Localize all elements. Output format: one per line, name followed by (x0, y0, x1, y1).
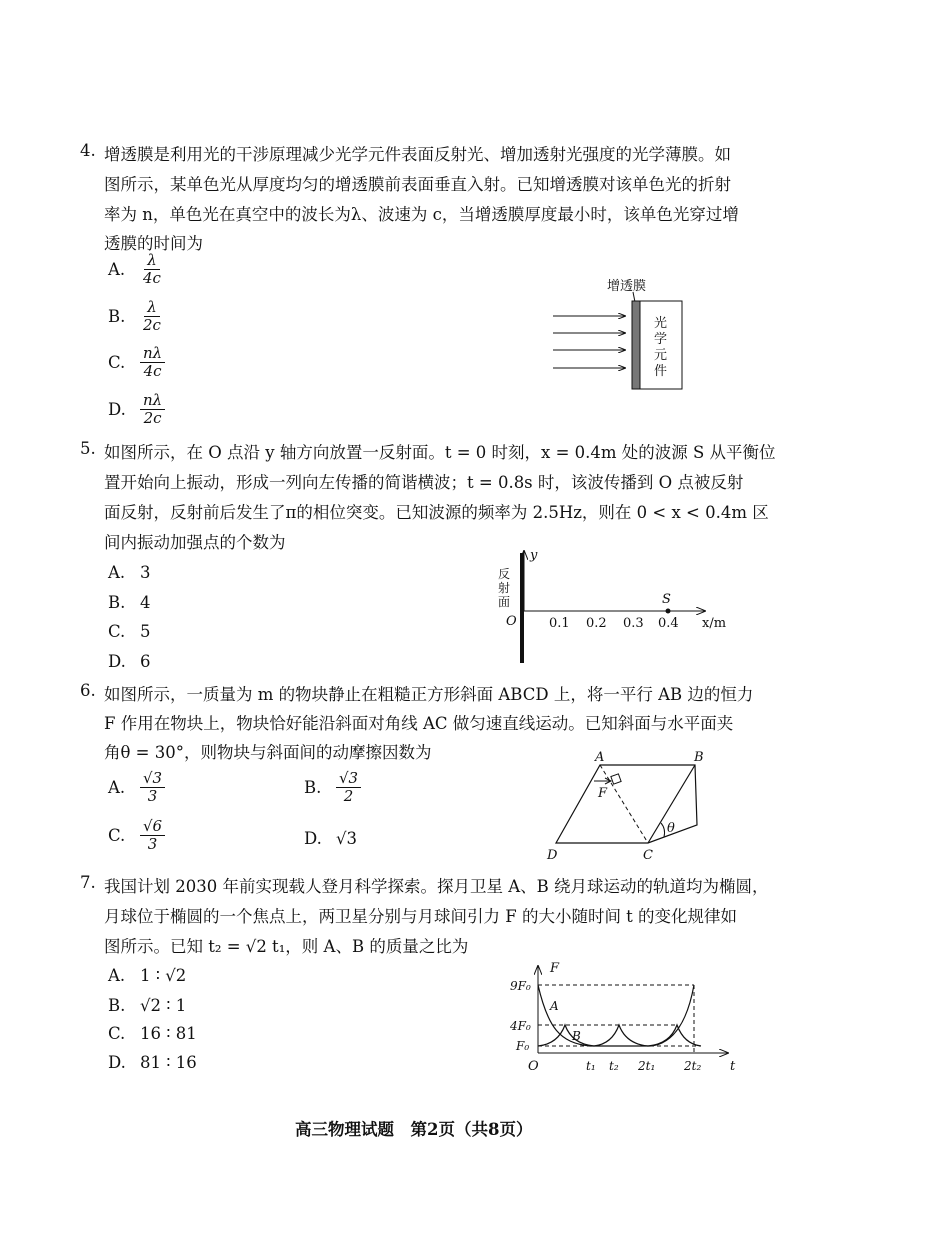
option-text: √3 (336, 829, 358, 848)
q7-option-b (108, 996, 186, 1015)
option-text: 16 ∶ 81 (140, 1024, 197, 1043)
fraction (140, 770, 165, 805)
q6-option-a (108, 770, 165, 805)
option-label: B. (108, 307, 126, 326)
q7-number: 7. (80, 873, 96, 892)
curve-a-label: A (550, 999, 559, 1013)
option-label: A. (108, 563, 126, 582)
option-text: 81 ∶ 16 (140, 1053, 197, 1072)
option-label: A. (108, 260, 126, 279)
q6-line: F 作用在物块上，物块恰好能沿斜面对角线 AC 做匀速直线运动。已知斜面与水平面夹 (104, 714, 734, 733)
q4-line: 透膜的时间为 (104, 234, 203, 253)
option-text: 6 (140, 652, 151, 671)
q7-option-c (108, 1024, 197, 1043)
q6-figure (540, 745, 730, 865)
option-label: D. (108, 652, 126, 671)
element-label: 光 (654, 316, 668, 331)
q7-option-a (108, 966, 186, 985)
denominator: 4c (143, 269, 161, 287)
element-label: 元 (654, 348, 668, 363)
q4-option-d (108, 392, 165, 427)
f-label: F (550, 961, 560, 976)
q5-option-d (108, 652, 151, 671)
incline (556, 765, 697, 843)
x-tick: 2t₂ (684, 1059, 702, 1073)
origin-label: O (506, 614, 517, 629)
option-label: D. (108, 400, 126, 419)
q7-line: 月球位于椭圆的一个焦点上，两卫星分别与月球间引力 F 的大小随时间 t 的变化规律如 (104, 907, 738, 926)
option-text: 4 (140, 593, 151, 612)
denominator: 2c (143, 409, 162, 427)
option-label: C. (108, 622, 126, 641)
option-label: B. (108, 593, 126, 612)
numerator: λ (144, 299, 160, 317)
numerator: √6 (140, 818, 165, 836)
page-footer: 高三物理试题 第2页（共8页） (295, 1120, 533, 1139)
mirror-label: 面 (498, 595, 511, 609)
vertex-d: D (547, 848, 558, 863)
q5-number: 5. (80, 439, 96, 458)
tick-label: 0.1 (549, 616, 570, 631)
q5-line: 置开始向上振动，形成一列向左传播的简谐横波；t = 0.8s 时，该波传播到 O 点被反射 (104, 473, 744, 492)
q5-line: 如图所示，在 O 点沿 y 轴方向放置一反射面。t = 0 时刻，x = 0.4m 处的波源 S 从平衡位 (104, 443, 776, 462)
option-label: C. (108, 1024, 126, 1043)
q6-option-d (304, 829, 357, 848)
curve-b-label: B (572, 1029, 581, 1043)
q4-figure (545, 272, 695, 394)
option-text: 1 ∶ √2 (140, 966, 187, 985)
q7-option-d (108, 1053, 197, 1072)
q6-number: 6. (80, 681, 96, 700)
option-text: √2 ∶ 1 (140, 996, 187, 1015)
curve-a (538, 985, 694, 1046)
fraction (140, 818, 165, 853)
vertex-c: C (643, 848, 653, 863)
q5-option-b (108, 593, 151, 612)
q6-line: 如图所示，一质量为 m 的物块静止在粗糙正方形斜面 ABCD 上，将一平行 AB 边的恒力 (104, 685, 754, 704)
q5-figure (490, 545, 740, 670)
t-label: t (730, 1059, 736, 1074)
option-label: B. (108, 996, 126, 1015)
source-label: S (662, 592, 671, 607)
q5-line: 间内振动加强点的个数为 (104, 533, 286, 552)
denominator: 3 (147, 835, 158, 853)
option-label: B. (304, 778, 322, 797)
q4-option-a (108, 252, 164, 287)
numerator: nλ (140, 392, 165, 410)
fraction (336, 770, 361, 805)
x-tick: t₁ (586, 1059, 596, 1073)
vertex-a: A (595, 750, 605, 765)
numerator: √3 (140, 770, 165, 788)
force-label: F (598, 786, 608, 801)
wave-source (666, 609, 671, 614)
fraction (140, 252, 164, 287)
option-label: D. (108, 1053, 126, 1072)
option-label: A. (108, 966, 126, 985)
denominator: 2 (343, 787, 354, 805)
q7-line: 我国计划 2030 年前实现载人登月科学探索。探月卫星 A、B 绕月球运动的轨道均为椭圆， (104, 877, 769, 896)
film (632, 301, 640, 389)
q6-option-b (304, 770, 361, 805)
y-tick: 9F₀ (510, 979, 531, 993)
fraction (140, 345, 165, 380)
tick-label: 0.2 (586, 616, 607, 631)
element-label: 学 (654, 332, 668, 347)
reflecting-surface (520, 553, 524, 663)
fraction (140, 392, 165, 427)
numerator: √3 (336, 770, 361, 788)
q6-line: 角θ = 30°，则物块与斜面间的动摩擦因数为 (104, 743, 432, 762)
vertex-b: B (694, 750, 704, 765)
q5-option-a (108, 563, 151, 582)
numerator: λ (144, 252, 160, 270)
q4-line: 率为 n，单色光在真空中的波长为λ、波速为 c，当增透膜厚度最小时，该单色光穿过增 (104, 205, 739, 224)
numerator: nλ (140, 345, 165, 363)
mirror-label: 反 (498, 567, 511, 581)
element-label: 件 (654, 364, 668, 379)
q4-option-b (108, 299, 164, 334)
q7-figure (500, 958, 750, 1076)
film-label: 增透膜 (607, 279, 647, 294)
y-tick: 4F₀ (510, 1019, 531, 1033)
tick-label: 0.3 (623, 616, 644, 631)
q5-line: 面反射，反射前后发生了π的相位突变。已知波源的频率为 2.5Hz，则在 0 < x < 0.4m 区 (104, 503, 769, 522)
y-tick: F₀ (516, 1039, 530, 1053)
q4-line: 图所示，某单色光从厚度均匀的增透膜前表面垂直入射。已知增透膜对该单色光的折射 (104, 175, 731, 194)
fraction (140, 299, 164, 334)
q5-option-c (108, 622, 151, 641)
option-label: C. (108, 826, 126, 845)
option-label: C. (108, 353, 126, 372)
option-label: A. (108, 778, 126, 797)
q7-line: 图所示。已知 t₂ = √2 t₁，则 A、B 的质量之比为 (104, 937, 469, 956)
angle-label: θ (667, 821, 675, 836)
y-label: y (530, 548, 538, 563)
origin-label: O (528, 1059, 539, 1074)
x-label: x/m (702, 616, 727, 631)
option-label: D. (304, 829, 322, 848)
option-text: 3 (140, 563, 151, 582)
x-tick: t₂ (609, 1059, 619, 1073)
x-tick: 2t₁ (638, 1059, 656, 1073)
q4-number: 4. (80, 141, 96, 160)
tick-label: 0.4 (658, 616, 679, 631)
q6-option-c (108, 818, 165, 853)
denominator: 2c (143, 316, 161, 334)
denominator: 3 (147, 787, 158, 805)
diagonal-ac (600, 765, 648, 843)
q4-option-c (108, 345, 165, 380)
mirror-label: 射 (498, 581, 511, 595)
denominator: 4c (143, 362, 162, 380)
block (611, 774, 621, 784)
q4-line: 增透膜是利用光的干涉原理减少光学元件表面反射光、增加透射光强度的光学薄膜。如 (104, 145, 731, 164)
option-text: 5 (140, 622, 151, 641)
